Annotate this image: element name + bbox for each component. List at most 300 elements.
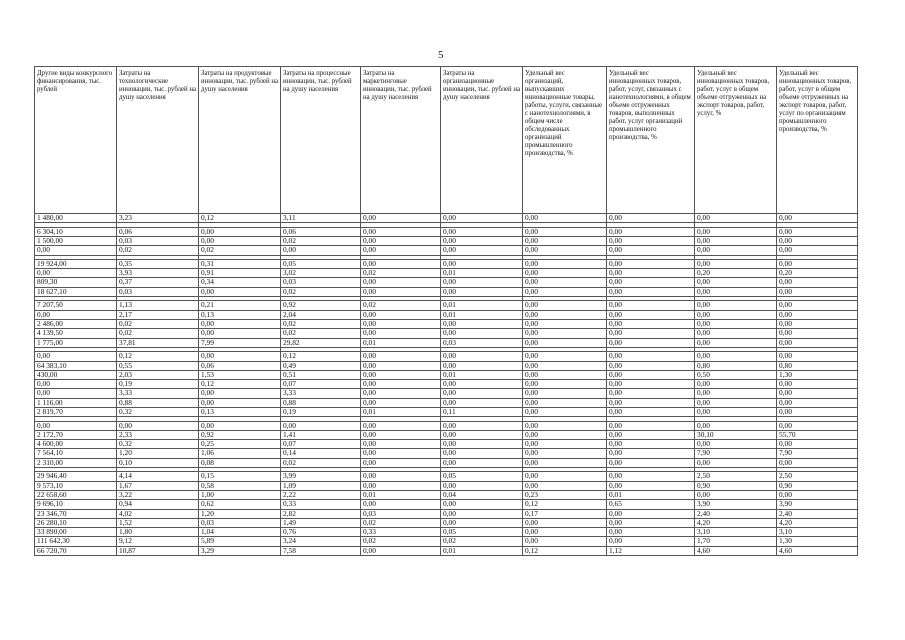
table-cell: 0,00 (607, 449, 695, 458)
table-cell: 3,99 (281, 472, 361, 481)
table-cell: 0,02 (441, 537, 523, 546)
table-cell: 0,00 (695, 421, 777, 430)
table-cell: 0,02 (361, 301, 441, 310)
table-row (35, 398, 858, 407)
table-cell: 0,00 (607, 528, 695, 537)
table-cell: 0,00 (523, 236, 607, 245)
table-cell: 2,50 (777, 472, 858, 481)
table-cell: 0,00 (607, 259, 695, 268)
table-cell: 0,00 (523, 449, 607, 458)
table-cell: 0,00 (695, 338, 777, 347)
table-body (35, 214, 858, 556)
table-cell: 26 280,10 (35, 518, 117, 527)
table-cell: 0,65 (607, 500, 695, 509)
table-cell: 0,00 (523, 370, 607, 379)
table-cell: 0,00 (777, 301, 858, 310)
table-cell: 0,00 (777, 319, 858, 328)
table-cell: 0,00 (361, 319, 441, 328)
table-cell: 0,00 (607, 458, 695, 467)
table-cell: 0,01 (441, 310, 523, 319)
table-cell: 0,00 (523, 380, 607, 389)
table-cell: 1 116,00 (35, 398, 117, 407)
table-cell: 0,02 (117, 329, 199, 338)
table-cell: 0,00 (441, 500, 523, 509)
table-row (35, 472, 858, 481)
table-cell: 7 207,50 (35, 301, 117, 310)
page-number: 5 (438, 49, 444, 61)
table-row (35, 458, 858, 467)
table-cell: 1,67 (117, 481, 199, 490)
table-cell: 0,00 (199, 398, 281, 407)
table-cell: 0,12 (199, 380, 281, 389)
table-cell: 0,12 (117, 352, 199, 361)
table-cell: 0,00 (441, 361, 523, 370)
table-cell: 0,12 (523, 500, 607, 509)
table-row (35, 319, 858, 328)
table-cell: 0,00 (607, 537, 695, 546)
table-cell: 55,70 (777, 430, 858, 439)
table-row (35, 329, 858, 338)
table-cell: 0,00 (441, 227, 523, 236)
table-cell: 0,02 (281, 236, 361, 245)
table-cell: 0,00 (523, 338, 607, 347)
table-cell: 2,22 (281, 490, 361, 499)
table-cell: 2 172,70 (35, 430, 117, 439)
table-cell: 0,00 (777, 389, 858, 398)
table-cell: 29,82 (281, 338, 361, 347)
table-cell: 0,00 (523, 301, 607, 310)
table-cell: 0,00 (777, 407, 858, 416)
table-cell: 0,03 (117, 236, 199, 245)
table-cell: 0,00 (607, 407, 695, 416)
table-cell: 0,00 (441, 449, 523, 458)
table-cell: 0,00 (441, 259, 523, 268)
table-cell: 0,00 (35, 352, 117, 361)
table-cell: 0,00 (441, 352, 523, 361)
table-cell: 3,90 (777, 500, 858, 509)
table-cell: 0,00 (607, 269, 695, 278)
table-cell: 0,12 (523, 546, 607, 555)
table-cell: 0,00 (361, 421, 441, 430)
table-cell: 0,00 (695, 440, 777, 449)
table-row (35, 481, 858, 490)
table-row (35, 214, 858, 223)
table-cell: 0,37 (117, 278, 199, 287)
table-cell: 0,00 (695, 329, 777, 338)
table-cell: 0,00 (607, 352, 695, 361)
table-cell: 0,00 (695, 407, 777, 416)
header-cell: Удельный вес инновационных товаров, работ, услуг в общем объеме отгруженных на экспорт товаров, работ, услуг по организациям промышленного производства, % (777, 67, 858, 214)
table-row (35, 236, 858, 245)
table-cell: 0,02 (117, 246, 199, 255)
header-cell: Затраты на организационные инновации, тыс. рублей на душу населения (441, 67, 523, 214)
table-cell: 0,00 (523, 352, 607, 361)
table-cell: 19 924,00 (35, 259, 117, 268)
header-cell: Удельный вес организаций, выпускавших инновационные товары, работы, услуги, связанные с нанотехнологиями, в общем числе обследованных организаций промышленного производства, % (523, 67, 607, 214)
table-cell: 0,00 (607, 310, 695, 319)
table-cell: 1,80 (117, 528, 199, 537)
table-cell: 0,00 (523, 319, 607, 328)
table-cell: 2 486,00 (35, 319, 117, 328)
table-row (35, 528, 858, 537)
table-cell: 0,00 (523, 389, 607, 398)
table-cell: 0,02 (361, 269, 441, 278)
table-cell: 0,00 (441, 329, 523, 338)
table-cell: 430,00 (35, 370, 117, 379)
table-row (35, 352, 858, 361)
table-cell: 0,00 (35, 246, 117, 255)
table-cell: 1,20 (117, 449, 199, 458)
table-cell: 0,00 (523, 398, 607, 407)
table-cell: 0,92 (281, 301, 361, 310)
table-cell: 0,00 (361, 398, 441, 407)
table-cell: 0,91 (199, 269, 281, 278)
table-cell: 7 564,10 (35, 449, 117, 458)
table-cell: 2 819,70 (35, 407, 117, 416)
table-cell: 2,17 (117, 310, 199, 319)
table-cell: 0,00 (361, 246, 441, 255)
table-cell: 0,00 (523, 537, 607, 546)
table-cell: 0,00 (607, 278, 695, 287)
table-cell: 30,10 (695, 430, 777, 439)
table-row (35, 246, 858, 255)
table-cell: 0,23 (523, 490, 607, 499)
table-cell: 0,00 (441, 398, 523, 407)
table-cell: 6 304,10 (35, 227, 117, 236)
table-cell: 0,06 (199, 361, 281, 370)
table-cell: 0,02 (281, 458, 361, 467)
table-cell: 2,04 (281, 310, 361, 319)
table-cell: 0,02 (199, 246, 281, 255)
table-cell: 66 720,70 (35, 546, 117, 555)
table-cell: 0,13 (199, 310, 281, 319)
table-cell: 0,21 (199, 301, 281, 310)
table-cell: 10,87 (117, 546, 199, 555)
table-cell: 0,20 (777, 269, 858, 278)
table-row (35, 227, 858, 236)
table-cell: 0,00 (281, 246, 361, 255)
table-cell: 0,00 (361, 370, 441, 379)
table-cell: 0,00 (607, 319, 695, 328)
table-cell: 1 500,00 (35, 236, 117, 245)
table-cell: 1,30 (777, 370, 858, 379)
table-cell: 0,01 (607, 490, 695, 499)
table-cell: 0,00 (199, 329, 281, 338)
table-cell: 0,88 (117, 398, 199, 407)
table-cell: 0,00 (361, 380, 441, 389)
table-cell: 0,03 (441, 338, 523, 347)
table-cell: 0,49 (281, 361, 361, 370)
table-cell: 0,00 (199, 227, 281, 236)
table-row (35, 380, 858, 389)
table-cell: 0,51 (281, 370, 361, 379)
table-cell: 0,00 (607, 430, 695, 439)
table-cell: 0,06 (281, 227, 361, 236)
table-cell: 0,01 (441, 370, 523, 379)
table-cell: 0,90 (777, 481, 858, 490)
table-row (35, 518, 858, 527)
table-cell: 0,00 (361, 329, 441, 338)
table-cell: 0,00 (523, 310, 607, 319)
table-cell: 0,00 (523, 278, 607, 287)
table-cell: 9,12 (117, 537, 199, 546)
table-cell: 0,00 (777, 458, 858, 467)
table-cell: 0,10 (117, 458, 199, 467)
table-cell: 0,32 (117, 440, 199, 449)
table-cell: 0,33 (361, 528, 441, 537)
table-cell: 0,00 (695, 319, 777, 328)
table-cell: 0,00 (607, 421, 695, 430)
table-row (35, 546, 858, 555)
table-cell: 0,00 (361, 546, 441, 555)
table-cell: 2,82 (281, 509, 361, 518)
table-cell: 0,00 (777, 440, 858, 449)
table-cell: 0,04 (441, 490, 523, 499)
table-cell: 0,00 (35, 269, 117, 278)
table-cell: 0,02 (281, 329, 361, 338)
table-cell: 0,03 (281, 278, 361, 287)
table-cell: 0,00 (441, 214, 523, 223)
table-cell: 0,00 (695, 214, 777, 223)
table-cell: 0,00 (695, 490, 777, 499)
table-cell: 0,00 (607, 338, 695, 347)
table-cell: 0,80 (695, 361, 777, 370)
table-cell: 3,11 (281, 214, 361, 223)
table-cell: 0,15 (199, 472, 281, 481)
table-cell: 3,93 (117, 269, 199, 278)
header-cell: Затраты на технологические инновации, тыс. рублей на душу населения (117, 67, 199, 214)
table-cell: 0,02 (281, 319, 361, 328)
table-cell: 2,40 (695, 509, 777, 518)
table-cell: 0,00 (199, 319, 281, 328)
table-cell: 0,00 (695, 301, 777, 310)
table-cell: 0,00 (523, 329, 607, 338)
table-cell: 0,00 (695, 458, 777, 467)
table-cell: 0,76 (281, 528, 361, 537)
table-cell: 0,00 (523, 430, 607, 439)
table-cell: 0,05 (441, 472, 523, 481)
table-cell: 1,52 (117, 518, 199, 527)
table-cell: 0,00 (777, 259, 858, 268)
table-row (35, 509, 858, 518)
table-cell: 0,00 (777, 236, 858, 245)
table-cell: 9 573,10 (35, 481, 117, 490)
table-cell: 0,07 (281, 440, 361, 449)
table-cell: 0,12 (281, 352, 361, 361)
header-cell: Затраты на процессные инновации, тыс. рублей на душу населения (281, 67, 361, 214)
table-cell: 0,00 (523, 440, 607, 449)
table-cell: 0,00 (441, 518, 523, 527)
table-cell: 0,13 (199, 407, 281, 416)
table-cell: 0,00 (441, 421, 523, 430)
table-cell: 0,00 (361, 287, 441, 296)
table-row (35, 430, 858, 439)
table-cell: 9 696,10 (35, 500, 117, 509)
table-cell: 0,00 (361, 430, 441, 439)
table-cell: 1,20 (199, 509, 281, 518)
table-cell: 0,19 (117, 380, 199, 389)
table-cell: 0,08 (199, 458, 281, 467)
table-cell: 0,00 (777, 214, 858, 223)
table-cell: 4,60 (695, 546, 777, 555)
table-row (35, 259, 858, 268)
table-cell: 0,00 (523, 472, 607, 481)
table-cell: 0,50 (695, 370, 777, 379)
table-cell: 0,00 (607, 398, 695, 407)
table-cell: 0,00 (607, 440, 695, 449)
header-cell: Удельный вес инновационных товаров, работ, услуг в общем объеме отгруженных на экспорт товаров, работ, услуг, % (695, 67, 777, 214)
table-cell: 7,58 (281, 546, 361, 555)
table-cell: 0,00 (607, 389, 695, 398)
table-cell: 0,00 (607, 246, 695, 255)
table-row (35, 490, 858, 499)
table-cell: 0,00 (777, 278, 858, 287)
table-row (35, 269, 858, 278)
table-cell: 0,00 (523, 518, 607, 527)
table-cell: 3,10 (777, 528, 858, 537)
table-cell: 5,89 (199, 537, 281, 546)
table-cell: 0,00 (777, 352, 858, 361)
table-cell: 0,00 (361, 440, 441, 449)
table-cell: 3,24 (281, 537, 361, 546)
table-cell: 1 480,00 (35, 214, 117, 223)
table-cell: 0,00 (695, 278, 777, 287)
table-cell: 0,00 (441, 389, 523, 398)
table-cell: 4,14 (117, 472, 199, 481)
table-cell: 0,00 (441, 458, 523, 467)
table-cell: 4 139,50 (35, 329, 117, 338)
table-cell: 0,00 (607, 481, 695, 490)
table-cell: 0,00 (523, 458, 607, 467)
table-cell: 0,94 (117, 500, 199, 509)
table-cell: 0,00 (361, 236, 441, 245)
table-cell: 0,00 (441, 380, 523, 389)
table-cell: 0,00 (199, 236, 281, 245)
table-cell: 0,80 (777, 361, 858, 370)
table-cell: 0,00 (695, 236, 777, 245)
table-cell: 0,35 (117, 259, 199, 268)
header-row (35, 67, 858, 214)
table-cell: 0,90 (695, 481, 777, 490)
table-row (35, 440, 858, 449)
table-cell: 0,58 (199, 481, 281, 490)
table-row (35, 287, 858, 296)
table-cell: 0,00 (441, 509, 523, 518)
table-cell: 33 890,00 (35, 528, 117, 537)
table-row (35, 310, 858, 319)
table-cell: 7,90 (695, 449, 777, 458)
table-row (35, 338, 858, 347)
table-cell: 0,00 (607, 518, 695, 527)
table-cell: 0,00 (361, 310, 441, 319)
table-cell: 0,32 (117, 407, 199, 416)
table-cell: 0,00 (607, 370, 695, 379)
table-cell: 22 658,60 (35, 490, 117, 499)
table-cell: 0,00 (777, 338, 858, 347)
table-cell: 18 627,10 (35, 287, 117, 296)
table-row (35, 500, 858, 509)
table-cell: 0,00 (523, 528, 607, 537)
table-cell: 0,00 (607, 236, 695, 245)
table-row (35, 301, 858, 310)
table-cell: 0,00 (35, 421, 117, 430)
table-cell: 1,04 (199, 528, 281, 537)
table-cell: 2 310,00 (35, 458, 117, 467)
table-cell: 3,33 (281, 389, 361, 398)
table-cell: 4,20 (695, 518, 777, 527)
table-cell: 0,00 (441, 319, 523, 328)
table-cell: 0,00 (35, 310, 117, 319)
table-cell: 64 383,10 (35, 361, 117, 370)
table-cell: 0,00 (361, 481, 441, 490)
table-cell: 23 346,70 (35, 509, 117, 518)
table-cell: 0,55 (117, 361, 199, 370)
table-cell: 0,25 (199, 440, 281, 449)
table-cell: 1,41 (281, 430, 361, 439)
table-cell: 0,00 (777, 421, 858, 430)
table-cell: 0,07 (281, 380, 361, 389)
table-cell: 1 775,00 (35, 338, 117, 347)
table-cell: 0,00 (695, 389, 777, 398)
table-row (35, 407, 858, 416)
table-cell: 0,00 (361, 449, 441, 458)
table-cell: 0,00 (607, 472, 695, 481)
table-cell: 0,00 (35, 380, 117, 389)
table-cell: 0,01 (361, 407, 441, 416)
table-cell: 0,00 (523, 361, 607, 370)
table-cell: 29 946,40 (35, 472, 117, 481)
table-cell: 0,00 (117, 421, 199, 430)
table-cell: 0,00 (607, 361, 695, 370)
table-cell: 0,00 (361, 259, 441, 268)
table-cell: 0,00 (441, 430, 523, 439)
table-cell: 3,02 (281, 269, 361, 278)
table-cell: 0,01 (361, 338, 441, 347)
table-cell: 0,00 (361, 227, 441, 236)
table-cell: 1,06 (199, 449, 281, 458)
table-cell: 0,00 (607, 380, 695, 389)
table-row (35, 421, 858, 430)
table-cell: 0,00 (523, 227, 607, 236)
table-cell: 0,01 (441, 269, 523, 278)
table-cell: 0,31 (199, 259, 281, 268)
table-cell: 1,13 (117, 301, 199, 310)
table-cell: 0,00 (281, 421, 361, 430)
table-row (35, 389, 858, 398)
table-cell: 0,00 (361, 361, 441, 370)
table-cell: 0,62 (199, 500, 281, 509)
table-cell: 7,90 (777, 449, 858, 458)
header-cell: Другие виды конкурсного финансирования, тыс. рублей (35, 67, 117, 214)
table-cell: 0,05 (441, 528, 523, 537)
table-cell: 0,00 (361, 214, 441, 223)
table-cell: 0,01 (441, 546, 523, 555)
table-cell: 1,53 (199, 370, 281, 379)
table-cell: 3,23 (117, 214, 199, 223)
table-cell: 0,00 (199, 421, 281, 430)
table-cell: 4,02 (117, 509, 199, 518)
table-cell: 3,90 (695, 500, 777, 509)
table-cell: 0,00 (361, 278, 441, 287)
table-cell: 3,29 (199, 546, 281, 555)
table-cell: 0,00 (695, 352, 777, 361)
table-cell: 0,88 (281, 398, 361, 407)
table-cell: 809,30 (35, 278, 117, 287)
table-cell: 0,02 (361, 518, 441, 527)
table-cell: 0,00 (441, 440, 523, 449)
table-cell: 0,00 (607, 509, 695, 518)
table-cell: 0,01 (441, 301, 523, 310)
